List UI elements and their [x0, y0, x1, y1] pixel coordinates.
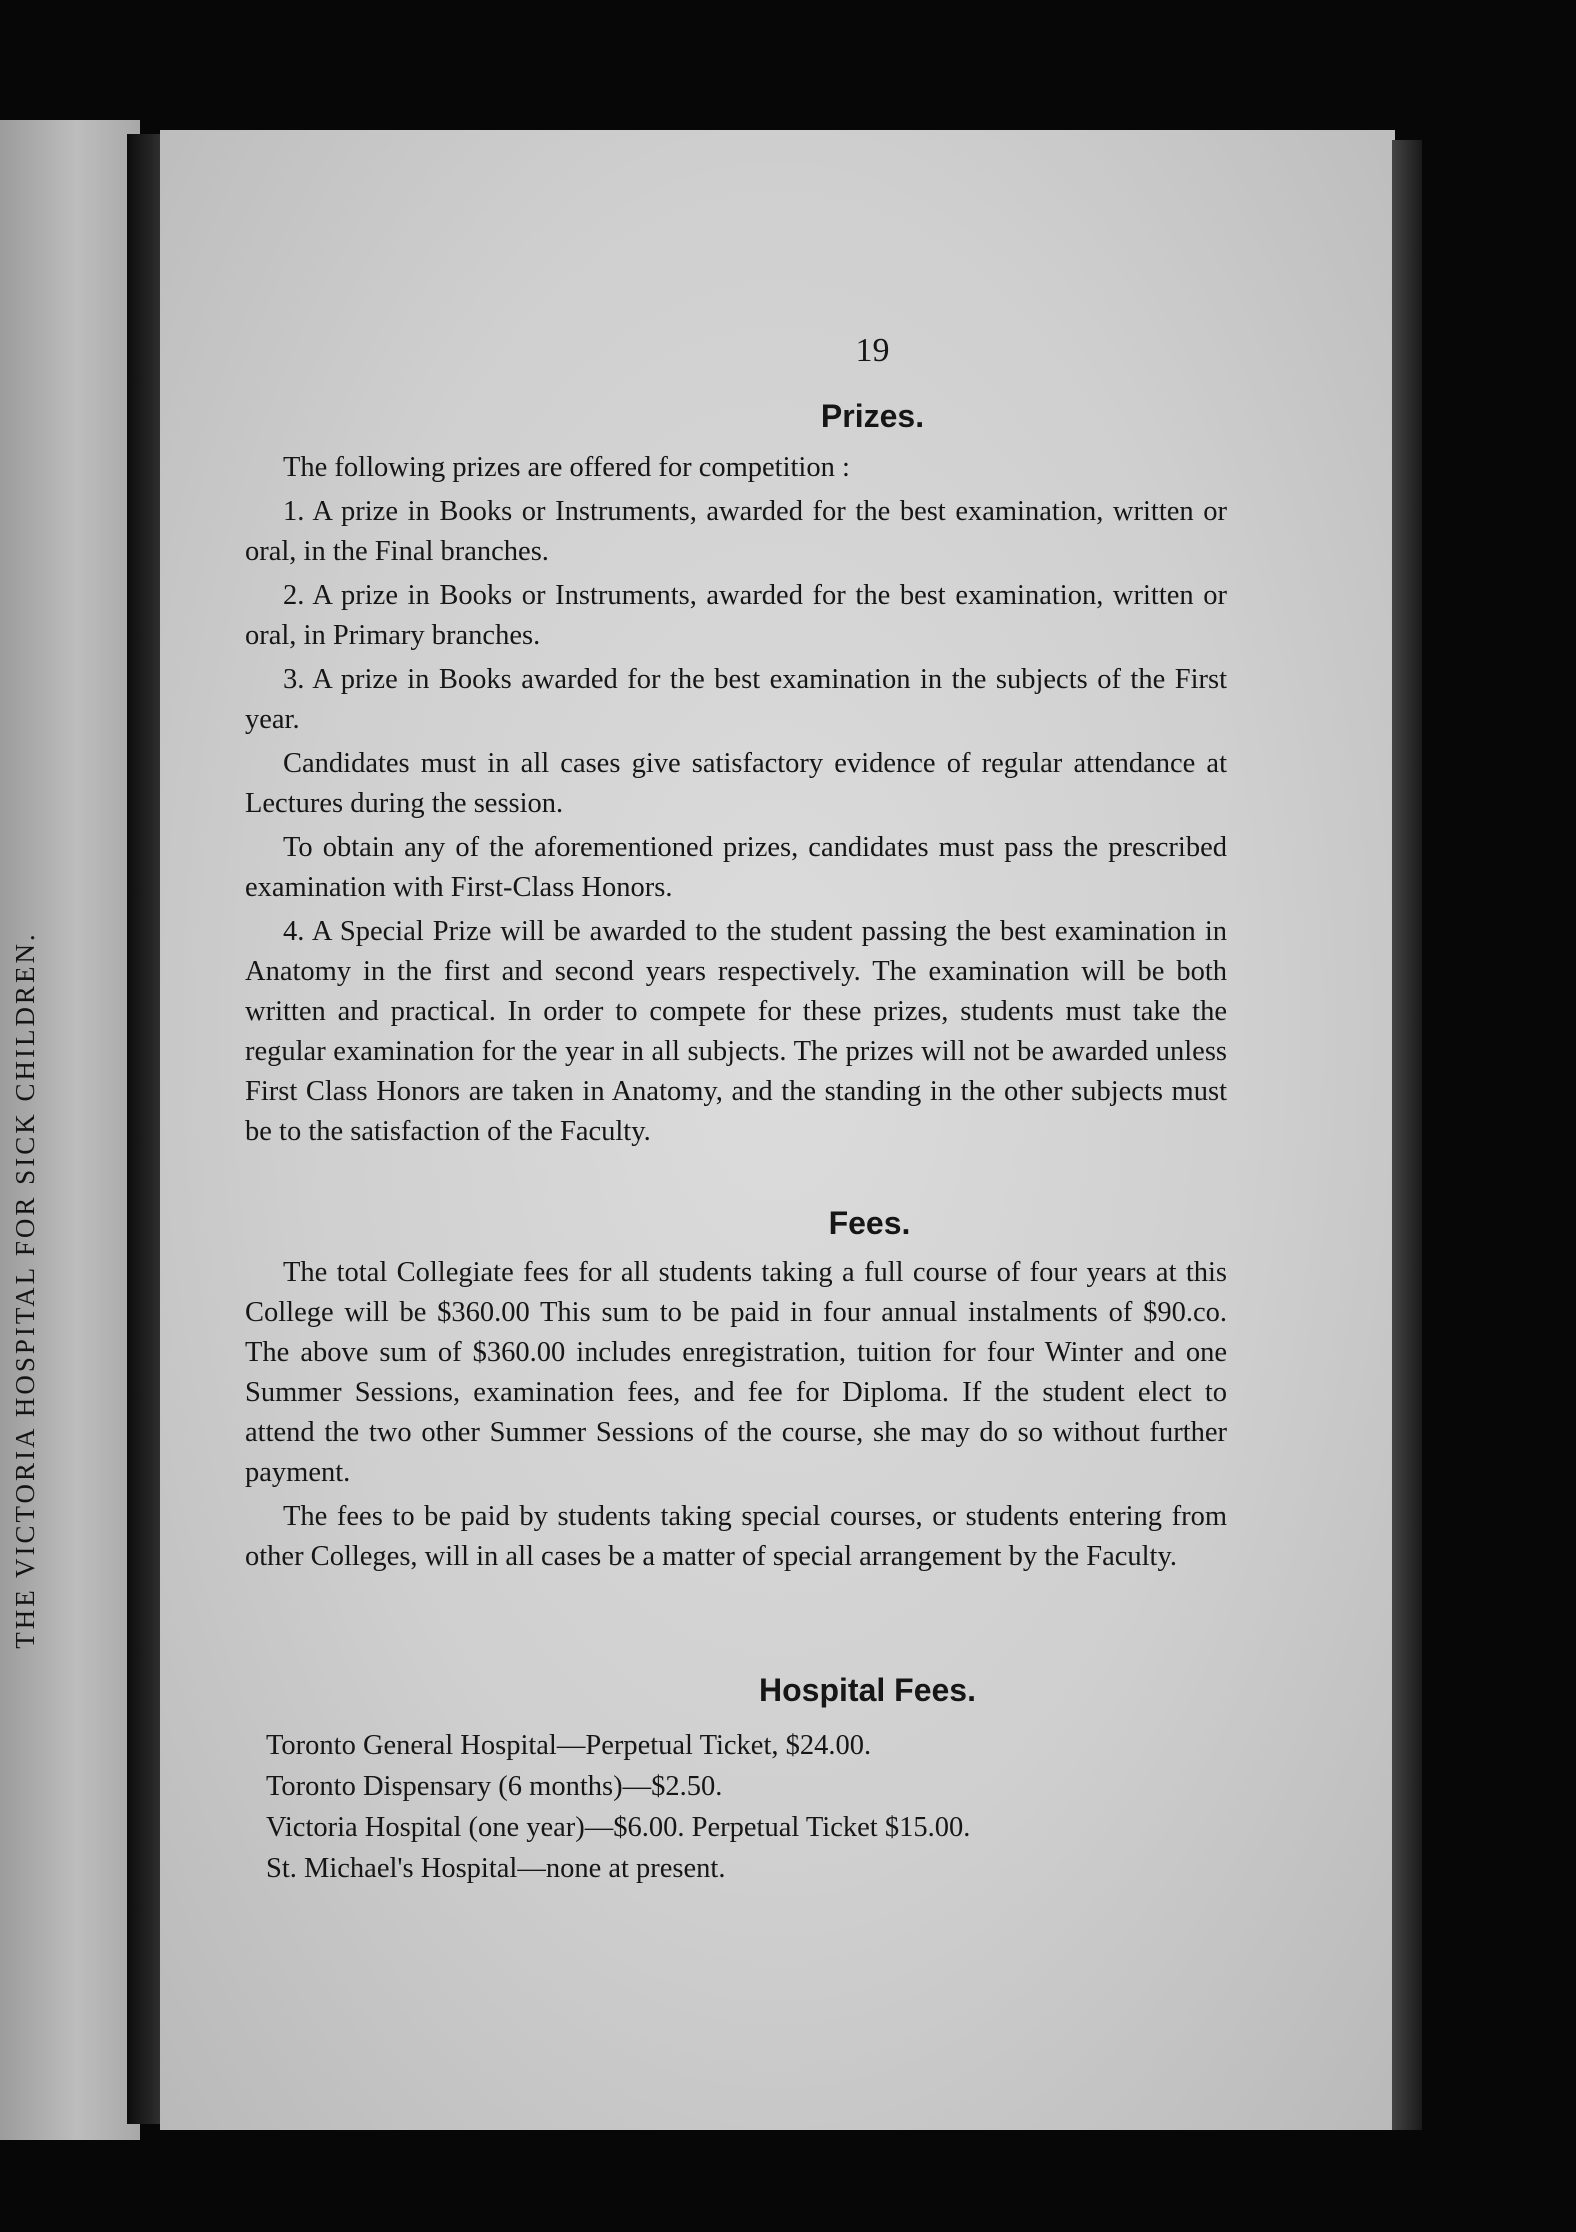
- prizes-heading: Prizes.: [820, 398, 925, 434]
- fees-body: [245, 1253, 1227, 1581]
- fees-heading: Fees.: [828, 1205, 911, 1241]
- prizes-paragraph: 2. A prize in Books or Instruments, awarded for the best examination, written or oral, in Primary branches.: [245, 580, 1227, 651]
- document-page: [160, 130, 1395, 2130]
- prizes-paragraph: 1. A prize in Books or Instruments, awarded for the best examination, written or oral, in the Final branches.: [245, 496, 1227, 567]
- prizes-paragraph: 4. A Special Prize will be awarded to the student passing the best examination in Anatomy in the first and second years respectively. The examination will be both written and practical. In order to compete for these prizes, students must take the regular examination for the year in all subjects. The prizes will not be awarded unless First Class Honors are taken in Anatomy, and the standing in the other subjects must be to the satisfaction of the Faculty.: [245, 916, 1227, 1147]
- facing-page: [0, 120, 140, 2140]
- prizes-body: [245, 448, 1227, 1156]
- hospital-fees-list: [266, 1725, 1166, 1889]
- prizes-paragraph: Candidates must in all cases give satisfactory evidence of regular attendance at Lectures during the session.: [245, 748, 1227, 819]
- hospital-fees-heading: Hospital Fees.: [759, 1672, 976, 1708]
- fees-paragraph: The fees to be paid by students taking special courses, or students entering from other Colleges, will in all cases be a matter of special arrangement by the Faculty.: [245, 1501, 1227, 1572]
- fees-paragraph: The total Collegiate fees for all students taking a full course of four years at this College will be $360.00 This sum to be paid in four annual instalments of $90.co. The above sum of $360.00 includes enregistration, tuition for four Winter and one Summer Sessions, examination fees, and fee for Diploma. If the student elect to attend the two other Summer Sessions of the course, she may do so without further payment.: [245, 1257, 1227, 1488]
- page-number: 19: [855, 332, 890, 369]
- hospital-fee-line: Toronto Dispensary (6 months)—$2.50.: [266, 1771, 723, 1802]
- page-edge-shadow: [1392, 140, 1422, 2130]
- running-title: THE VICTORIA HOSPITAL FOR SICK CHILDREN.: [10, 931, 40, 1649]
- hospital-fee-line: St. Michael's Hospital—none at present.: [266, 1853, 726, 1884]
- prizes-paragraph: 3. A prize in Books awarded for the best examination in the subjects of the First year.: [245, 664, 1227, 735]
- hospital-fee-line: Toronto General Hospital—Perpetual Ticket, $24.00.: [266, 1730, 872, 1761]
- prizes-paragraph: To obtain any of the aforementioned prizes, candidates must pass the prescribed examination with First-Class Honors.: [245, 832, 1227, 903]
- hospital-fee-line: Victoria Hospital (one year)—$6.00. Perpetual Ticket $15.00.: [266, 1812, 971, 1843]
- prizes-paragraph: The following prizes are offered for competition :: [283, 452, 850, 483]
